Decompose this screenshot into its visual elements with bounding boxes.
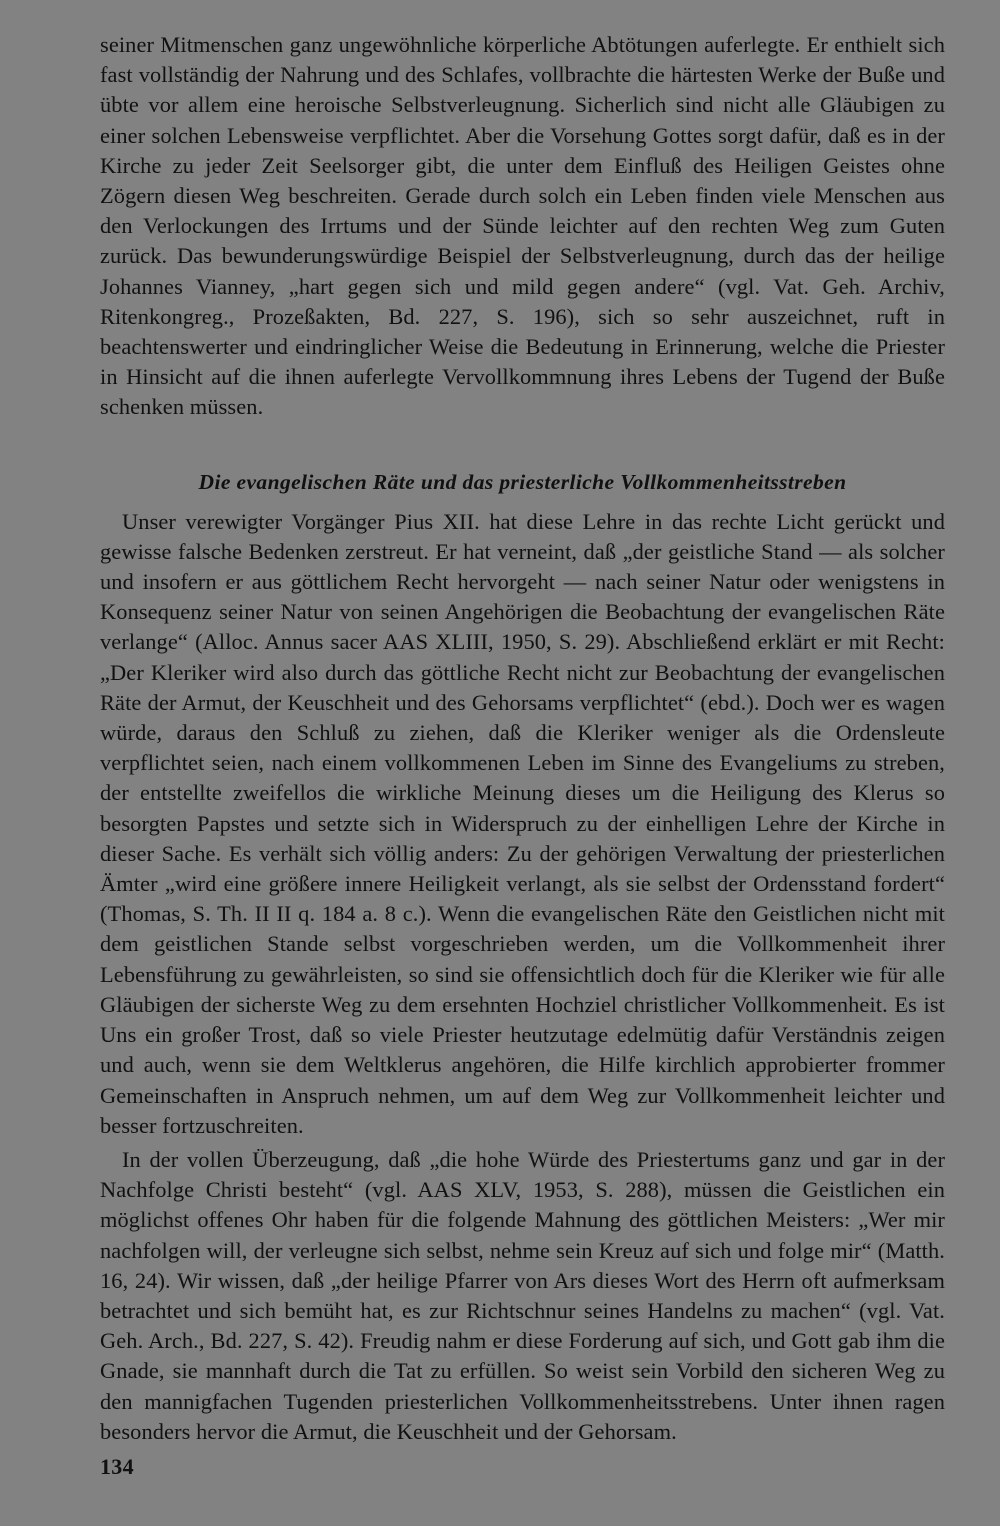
body-paragraph: In der vollen Überzeugung, daß „die hohe Würde des Priestertums ganz und gar in der Nachfolge Christi besteht“ (vgl. AAS XLV, 1953, S. 288), müssen die Geistlichen ein möglichst offenes Ohr haben für die folgende Mahnung des göttlichen Meisters: „Wer mir nachfolgen will, der verleugne sich selbst, nehme sein Kreuz auf sich und folge mir“ (Matth. 16, 24). Wir wissen, daß „der heilige Pfarrer von Ars dieses Wort des Herrn oft aufmerksam betrachtet und sich bemüht hat, es zur Richtschnur seines Handelns zu machen“ (vgl. Vat. Geh. Arch., Bd. 227, S. 42). Freudig nahm er diese Forderung auf sich, und Gott gab ihm die Gnade, sie mannhaft durch die Tat zu erfüllen. So weist sein Vorbild den sicheren Weg zu den mannigfachen Tugenden priesterlichen Vollkommenheitsstrebens. Unter ihnen ragen besonders hervor die Armut, die Keuschheit und der Gehorsam.: [100, 1146, 945, 1444]
document-page: [100, 30, 945, 1447]
body-paragraph-continued: seiner Mitmenschen ganz ungewöhnliche körperliche Abtötungen auferlegte. Er enthielt sich fast vollständig der Nahrung und des Schlafes, vollbrachte die härtesten Werke der Buße und übte vor allem eine heroische Selbstverleugnung. Sicherlich sind nicht alle Gläubigen zu einer solchen Lebensweise verpflichtet. Aber die Vorsehung Gottes sorgt dafür, daß es in der Kirche zu jeder Zeit Seelsorger gibt, die unter dem Einfluß des Heiligen Geistes ohne Zögern diesen Weg beschreiten. Gerade durch solch ein Leben finden viele Menschen aus den Verlockungen des Irrtums und der Sünde leichter auf den rechten Weg zum Guten zurück. Das bewunderungswürdige Beispiel der Selbstverleugnung, durch das der heilige Johannes Vianney, „hart gegen sich und mild gegen andere“ (vgl. Vat. Geh. Archiv, Ritenkongreg., Prozeßakten, Bd. 227, S. 196), sich so sehr auszeichnet, ruft in beachtenswerter und eindringlicher Weise die Bedeutung in Erinnerung, welche die Priester in Hinsicht auf die ihnen auferlegte Vervollkommnung ihres Lebens der Tugend der Buße schenken müssen.: [100, 32, 945, 420]
section-heading: Die evangelischen Räte und das priesterliche Vollkommenheitsstreben: [198, 469, 847, 494]
body-paragraph: Unser verewigter Vorgänger Pius XII. hat diese Lehre in das rechte Licht gerückt und gewisse falsche Bedenken zerstreut. Er hat verneint, daß „der geistliche Stand — als solcher und insofern er aus göttlichem Recht hervorgeht — nach seiner Natur oder wenigstens in Konsequenz seiner Natur von seinen Angehörigen die Beobachtung der evangelischen Räte verlange“ (Alloc. Annus sacer AAS XLIII, 1950, S. 29). Abschließend erklärt er mit Recht: „Der Kleriker wird also durch das göttliche Recht nicht zur Beobachtung der evangelischen Räte der Armut, der Keuschheit und des Gehorsams verpflichtet“ (ebd.). Doch wer es wagen würde, daraus den Schluß zu ziehen, daß die Kleriker weniger als die Ordensleute verpflichtet seien, nach einem vollkommenen Leben im Sinne des Evangeliums zu streben, der entstellte zweifellos die wirkliche Meinung dieses um die Heiligung des Klerus so besorgten Papstes und setzte sich in Widerspruch zu der einhelligen Lehre der Kirche in dieser Sache. Es verhält sich völlig anders: Zu der gehörigen Verwaltung der priesterlichen Ämter „wird eine größere innere Heiligkeit verlangt, als sie selbst der Ordensstand fordert“ (Thomas, S. Th. II II q. 184 a. 8 c.). Wenn die evangelischen Räte den Geistlichen nicht mit dem geistlichen Stande selbst vorgeschrieben werden, um die Vollkommenheit ihrer Lebensführung zu gewährleisten, so sind sie offensichtlich doch für die Kleriker wie für alle Gläubigen der sicherste Weg zu dem ersehnten Hochziel christlicher Vollkommenheit. Es ist Uns ein großer Trost, daß so viele Priester heutzutage edelmütig dafür Verständnis zeigen und auch, wenn sie dem Weltklerus angehören, die Hilfe kirchlich approbierter frommer Gemeinschaften in Anspruch nehmen, um auf dem Weg zur Vollkommenheit leichter und besser fortzuschreiten.: [100, 508, 945, 1138]
page-number: 134: [100, 1454, 134, 1479]
